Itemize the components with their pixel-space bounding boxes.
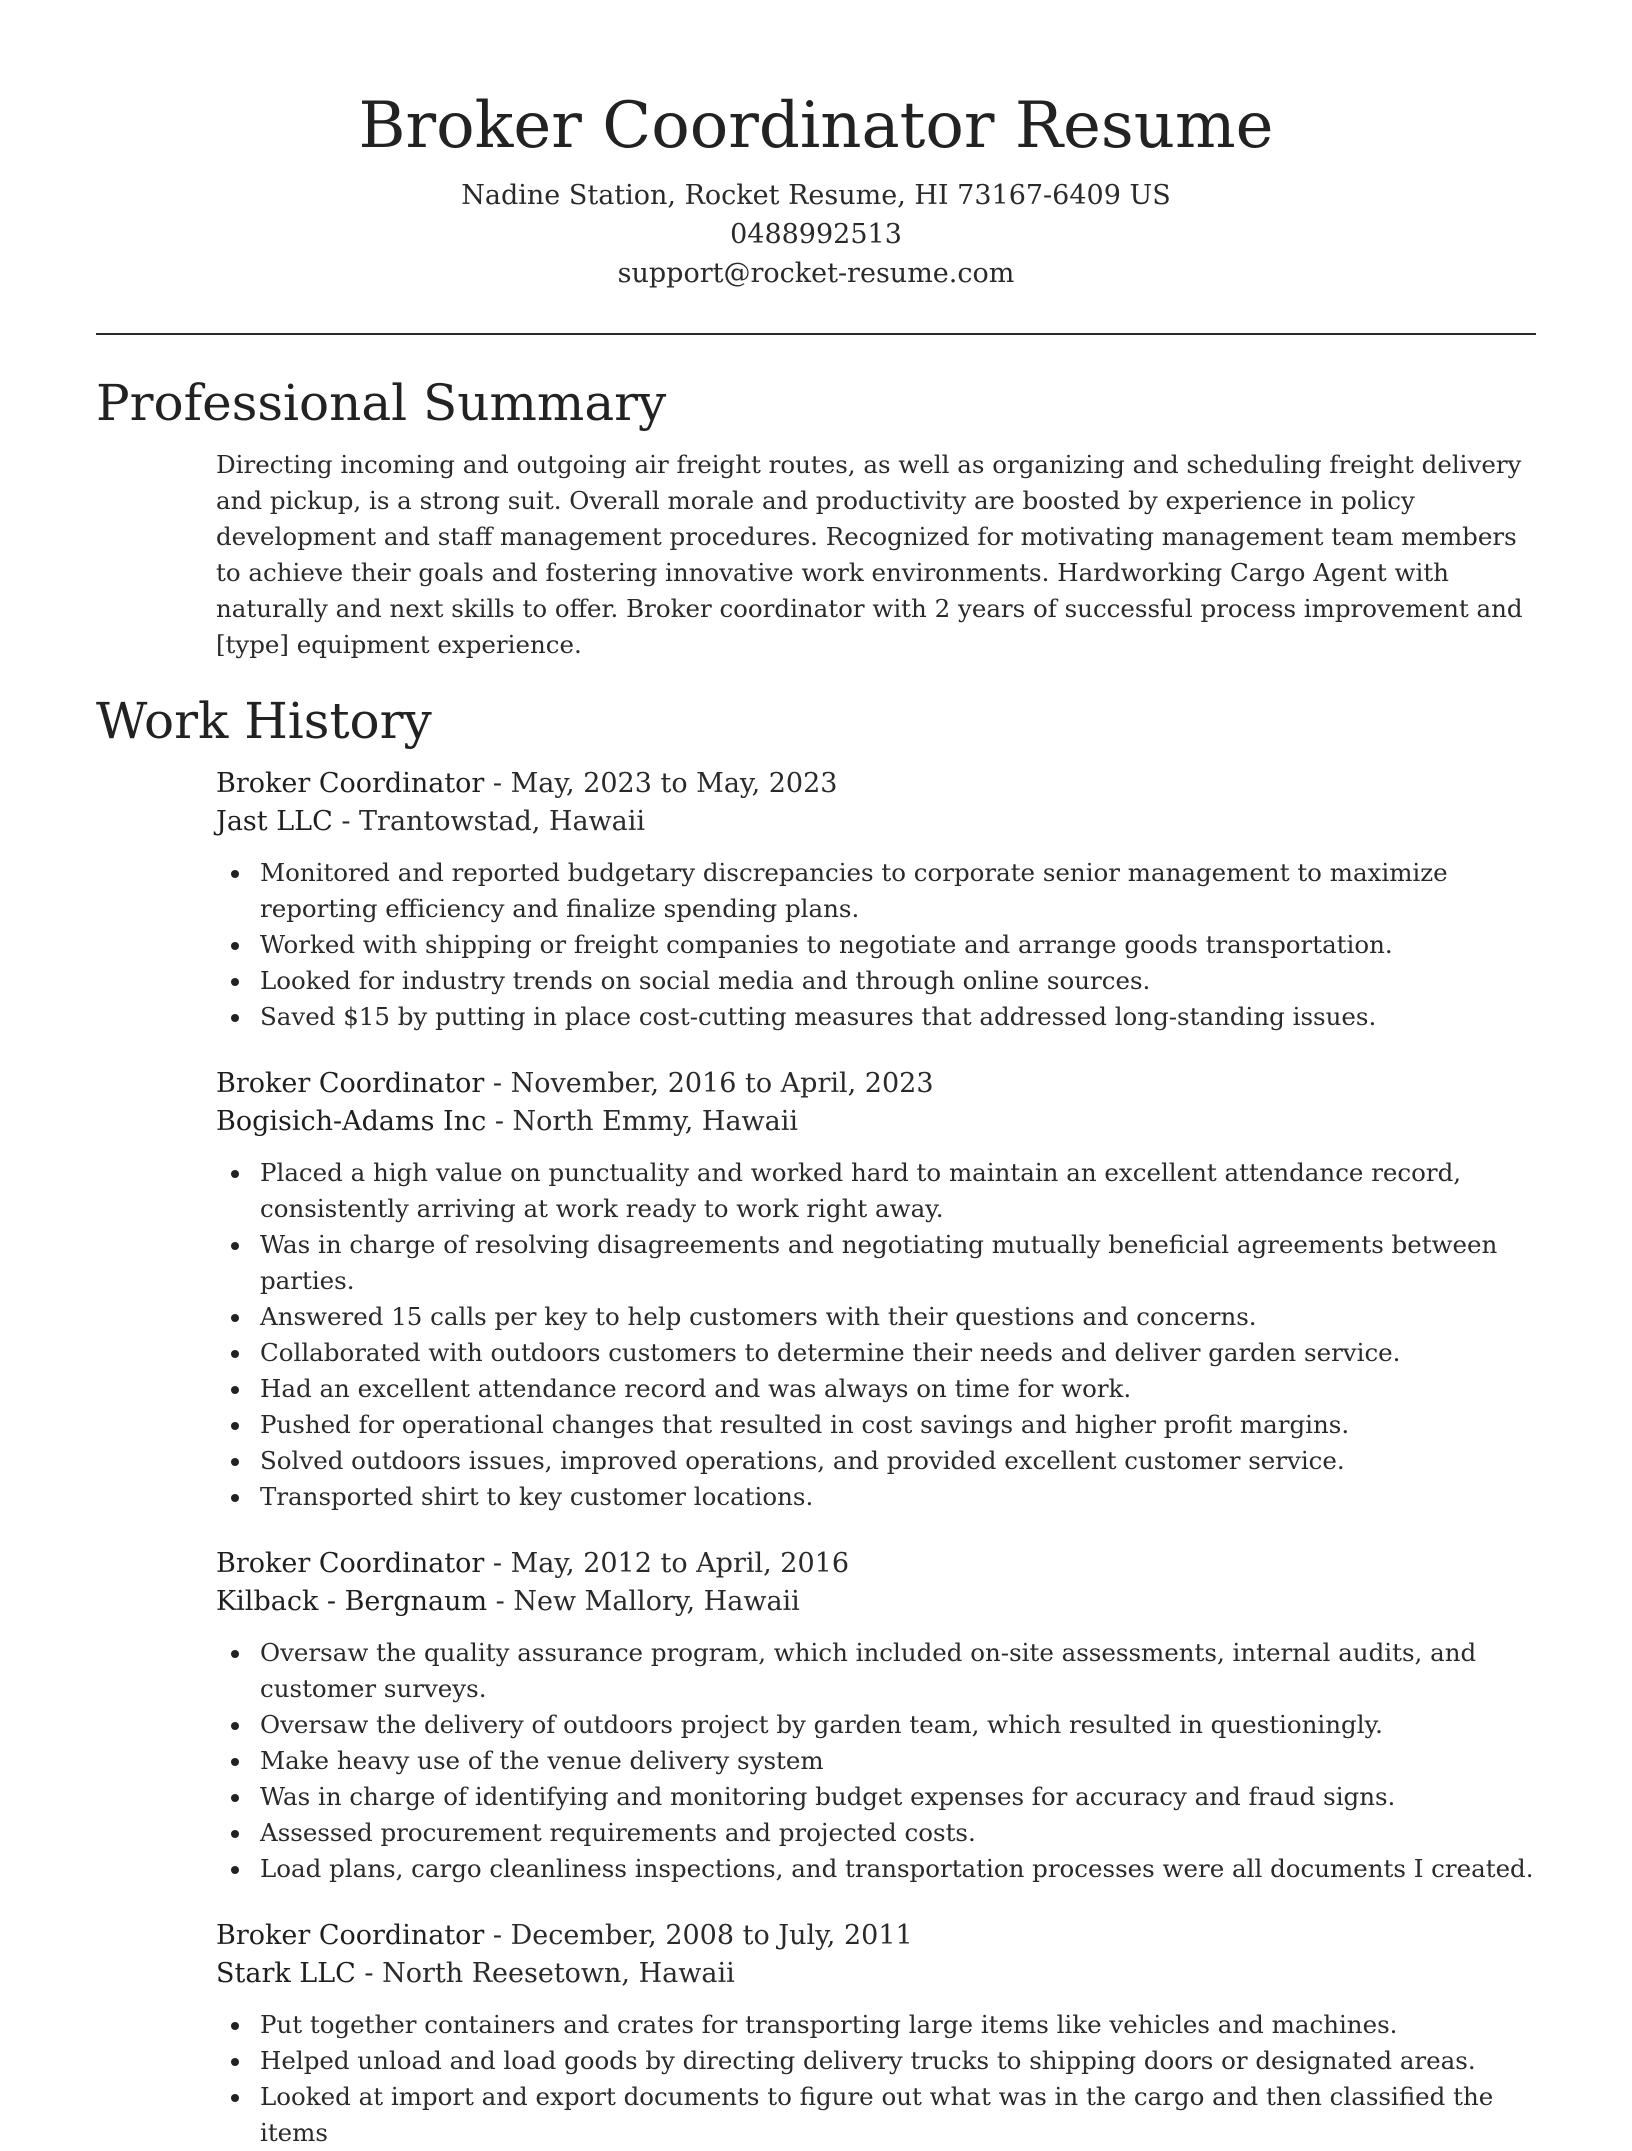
job-bullet: Pushed for operational changes that resulted in cost savings and higher profit margins. bbox=[216, 1407, 1536, 1443]
job-title: Broker Coordinator bbox=[216, 768, 485, 799]
contact-info bbox=[96, 176, 1536, 293]
job-dates: - May, 2012 to April, 2016 bbox=[484, 1548, 850, 1579]
job-bullet: Answered 15 calls per key to help customers with their questions and concerns. bbox=[216, 1299, 1536, 1335]
job-company: Kilback - Bergnaum bbox=[216, 1586, 488, 1617]
job-location: - North Reesetown, Hawaii bbox=[355, 1958, 735, 1989]
job-bullet: Had an excellent attendance record and was always on time for work. bbox=[216, 1371, 1536, 1407]
job-bullet: Monitored and reported budgetary discrepancies to corporate senior management to maximize reporting efficiency and finalize spending plans. bbox=[216, 855, 1536, 927]
job-company-line bbox=[216, 1583, 1536, 1621]
job-bullet: Put together containers and crates for transporting large items like vehicles and machines. bbox=[216, 2007, 1536, 2043]
job-bullet: Make heavy use of the venue delivery system bbox=[216, 1743, 1536, 1779]
job-company: Stark LLC bbox=[216, 1958, 356, 1989]
job-bullet: Saved $15 by putting in place cost-cutting measures that addressed long-standing issues. bbox=[216, 999, 1536, 1035]
job-bullets bbox=[216, 855, 1536, 1035]
job-bullet: Oversaw the quality assurance program, which included on-site assessments, internal audits, and customer surveys. bbox=[216, 1635, 1536, 1707]
job-bullet: Was in charge of resolving disagreements and negotiating mutually beneficial agreements between parties. bbox=[216, 1227, 1536, 1299]
job-company-line bbox=[216, 1103, 1536, 1141]
job-bullet: Worked with shipping or freight companies to negotiate and arrange goods transportation. bbox=[216, 927, 1536, 963]
job-bullet: Placed a high value on punctuality and worked hard to maintain an excellent attendance record, consistently arriving at work ready to work right away. bbox=[216, 1155, 1536, 1227]
job-bullet: Looked at import and export documents to figure out what was in the cargo and then classified the items bbox=[216, 2079, 1536, 2151]
job-company-line bbox=[216, 803, 1536, 841]
job-company-line bbox=[216, 1955, 1536, 1993]
job-location: - New Mallory, Hawaii bbox=[487, 1586, 800, 1617]
job-entry bbox=[216, 1065, 1536, 1515]
job-title: Broker Coordinator bbox=[216, 1920, 485, 1951]
resume-title: Broker Coordinator Resume bbox=[358, 89, 1274, 163]
job-entry bbox=[216, 765, 1536, 1035]
job-dates: - December, 2008 to July, 2011 bbox=[484, 1920, 913, 1951]
job-location: - North Emmy, Hawaii bbox=[486, 1106, 799, 1137]
job-bullet: Load plans, cargo cleanliness inspections, and transportation processes were all documents I created. bbox=[216, 1851, 1536, 1887]
job-title-line bbox=[216, 1917, 1536, 1955]
job-bullet: Solved outdoors issues, improved operations, and provided excellent customer service. bbox=[216, 1443, 1536, 1479]
job-company: Bogisich-Adams Inc bbox=[216, 1106, 487, 1137]
job-bullet: Was in charge of identifying and monitoring budget expenses for accuracy and fraud signs. bbox=[216, 1779, 1536, 1815]
header-divider bbox=[96, 333, 1536, 335]
job-bullets bbox=[216, 2007, 1536, 2151]
job-bullets bbox=[216, 1155, 1536, 1515]
work-history-heading: Work History bbox=[96, 692, 432, 750]
job-bullet: Assessed procurement requirements and projected costs. bbox=[216, 1815, 1536, 1851]
job-bullet: Collaborated with outdoors customers to determine their needs and deliver garden service. bbox=[216, 1335, 1536, 1371]
job-dates: - November, 2016 to April, 2023 bbox=[484, 1068, 934, 1099]
contact-address: Nadine Station, Rocket Resume, HI 73167-6409 US bbox=[461, 180, 1171, 211]
job-bullet: Oversaw the delivery of outdoors project by garden team, which resulted in questioningly. bbox=[216, 1707, 1536, 1743]
job-location: - Trantowstad, Hawaii bbox=[332, 806, 646, 837]
work-history-section bbox=[216, 765, 1536, 2151]
job-title: Broker Coordinator bbox=[216, 1548, 485, 1579]
job-title: Broker Coordinator bbox=[216, 1068, 485, 1099]
job-entry bbox=[216, 1917, 1536, 2151]
contact-email: support@rocket-resume.com bbox=[617, 258, 1015, 289]
resume-page bbox=[96, 0, 1536, 2151]
job-bullet: Transported shirt to key customer locations. bbox=[216, 1479, 1536, 1515]
summary-heading: Professional Summary bbox=[96, 374, 667, 432]
job-company: Jast LLC bbox=[216, 806, 333, 837]
resume-header bbox=[96, 0, 1536, 293]
summary-section bbox=[216, 447, 1536, 663]
job-bullet: Looked for industry trends on social media and through online sources. bbox=[216, 963, 1536, 999]
job-bullets bbox=[216, 1635, 1536, 1887]
summary-text: Directing incoming and outgoing air freight routes, as well as organizing and scheduling freight delivery and pickup, is a strong suit. Overall morale and productivity are boosted by experience in policy development and staff management procedures. Recognized for motivating management team members to achieve their goals and fostering innovative work environments. Hardworking Cargo Agent with naturally and next skills to offer. Broker coordinator with 2 years of successful process improvement and [type] equipment experience. bbox=[216, 450, 1523, 659]
contact-phone: 0488992513 bbox=[730, 219, 902, 250]
job-title-line bbox=[216, 1545, 1536, 1583]
job-bullet: Helped unload and load goods by directing delivery trucks to shipping doors or designated areas. bbox=[216, 2043, 1536, 2079]
job-title-line bbox=[216, 765, 1536, 803]
job-entry bbox=[216, 1545, 1536, 1887]
job-title-line bbox=[216, 1065, 1536, 1103]
job-dates: - May, 2023 to May, 2023 bbox=[484, 768, 838, 799]
